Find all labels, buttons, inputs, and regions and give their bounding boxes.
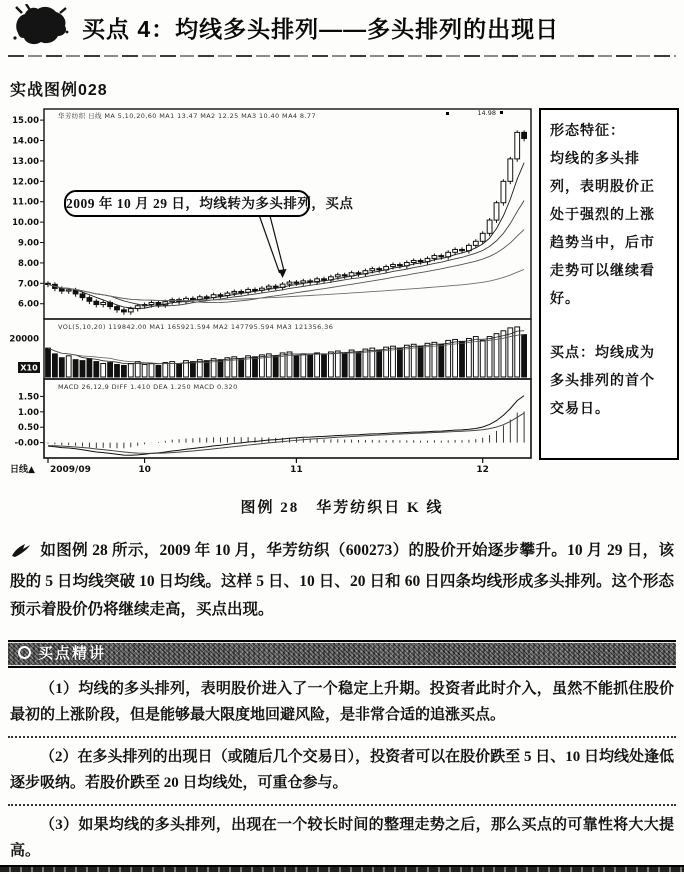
svg-text:13.00: 13.00 bbox=[12, 156, 39, 167]
section-band bbox=[8, 640, 676, 668]
svg-text:12.00: 12.00 bbox=[12, 177, 39, 188]
buy-point-callout bbox=[64, 190, 354, 217]
figure-caption: 图例 28 华芳纺织日 K 线 bbox=[240, 500, 444, 516]
svg-text:日线▲: 日线▲ bbox=[10, 465, 35, 475]
chart-price-header: 华芳纺织 日线 MA 5,10,20,60 MA1 13.47 MA2 12.25 MA3 10.40 MA4 8.77 bbox=[58, 112, 316, 120]
svg-text:20000: 20000 bbox=[9, 334, 39, 345]
svg-text:2009/09: 2009/09 bbox=[50, 465, 91, 475]
feature-body: 均线的多头排列，表明股价正处于强烈的上涨趋势当中，后市走势可以继续看好。 bbox=[550, 152, 655, 307]
svg-text:9.00: 9.00 bbox=[18, 238, 39, 249]
lead-paragraph bbox=[10, 537, 674, 624]
page-title: 买点 4：均线多头排列——多头排列的出现日 bbox=[82, 16, 560, 42]
page-bottom-rule bbox=[0, 865, 684, 872]
pointer-arrow-icon bbox=[10, 540, 32, 568]
kline-figure bbox=[8, 106, 676, 480]
bull-ink-logo-icon bbox=[12, 4, 70, 51]
chart-macd-header: MACD 26,12,9 DIFF 1.410 DEA 1.250 MACD 0.320 bbox=[58, 383, 238, 391]
title-rule bbox=[8, 55, 676, 57]
chapter-header bbox=[8, 0, 676, 51]
point-paragraph-2: （2）在多头排列的出现日（或随后几个交易日），投资者可以在股价跌至 5 日、10 日均线处逢低逐步吸纳。若股价跌至 20 日均线处，可重仓参与。 bbox=[10, 749, 674, 791]
svg-text:15.00: 15.00 bbox=[12, 116, 39, 127]
svg-text:10: 10 bbox=[138, 465, 151, 475]
lead-text: 如图例 28 所示，2009 年 10 月，华芳纺织（600273）的股价开始逐步攀升。10 月 29 日，该股的 5 日均线突破 10 日均线。这样 5 日、10 日、20 日和 60 日四条均线形成多头排列。这个形态预示着股价仍将继续走高，买点出现。 bbox=[10, 542, 674, 618]
dotted-separator bbox=[8, 734, 676, 738]
dotted-separator bbox=[8, 802, 676, 806]
svg-text:-0.00: -0.00 bbox=[14, 438, 39, 449]
section-band-label: 买点精讲 bbox=[38, 645, 107, 662]
chart-volume-header: VOL(5,10,20) 119842.00 MA1 165921.594 MA2 147795.594 MA3 121356.36 bbox=[58, 323, 334, 331]
feature-heading: 形态特征： bbox=[550, 124, 625, 139]
example-label: 实战图例028 bbox=[10, 82, 108, 99]
svg-text:X10: X10 bbox=[20, 363, 38, 373]
point-paragraph-1: （1）均线的多头排列，表明股价进入了一个稳定上升期。投资者此时介入，虽然不能抓住股价最初的上涨阶段，但是能够最大限度地回避风险，是非常合适的追涨买点。 bbox=[10, 681, 674, 723]
kline-chart-svg bbox=[8, 106, 535, 480]
target-circle-icon bbox=[18, 646, 31, 659]
buy-point-note bbox=[550, 340, 668, 424]
svg-text:8.00: 8.00 bbox=[18, 258, 39, 269]
svg-text:11: 11 bbox=[290, 465, 303, 475]
pattern-side-panel bbox=[539, 108, 679, 460]
svg-text:6.00: 6.00 bbox=[18, 299, 39, 310]
buy-heading: 买点： bbox=[550, 346, 595, 361]
svg-text:14.00: 14.00 bbox=[12, 136, 39, 147]
svg-text:1.50: 1.50 bbox=[18, 392, 39, 403]
svg-text:12: 12 bbox=[476, 465, 489, 475]
svg-text:0.50: 0.50 bbox=[18, 423, 39, 434]
svg-text:10.00: 10.00 bbox=[12, 218, 39, 229]
point-paragraph-3: （3）如果均线的多头排列，出现在一个较长时间的整理走势之后，那么买点的可靠性将大大提高。 bbox=[10, 817, 674, 859]
svg-text:1.00: 1.00 bbox=[18, 407, 39, 418]
callout-text: 2009 年 10 月 29 日，均线转为多头排列，买点 bbox=[66, 196, 354, 211]
svg-text:7.00: 7.00 bbox=[18, 279, 39, 290]
svg-text:14.98: 14.98 bbox=[477, 109, 496, 117]
svg-text:11.00: 11.00 bbox=[12, 197, 39, 208]
buy-body: 均线成为多头排列的首个交易日。 bbox=[550, 346, 655, 417]
